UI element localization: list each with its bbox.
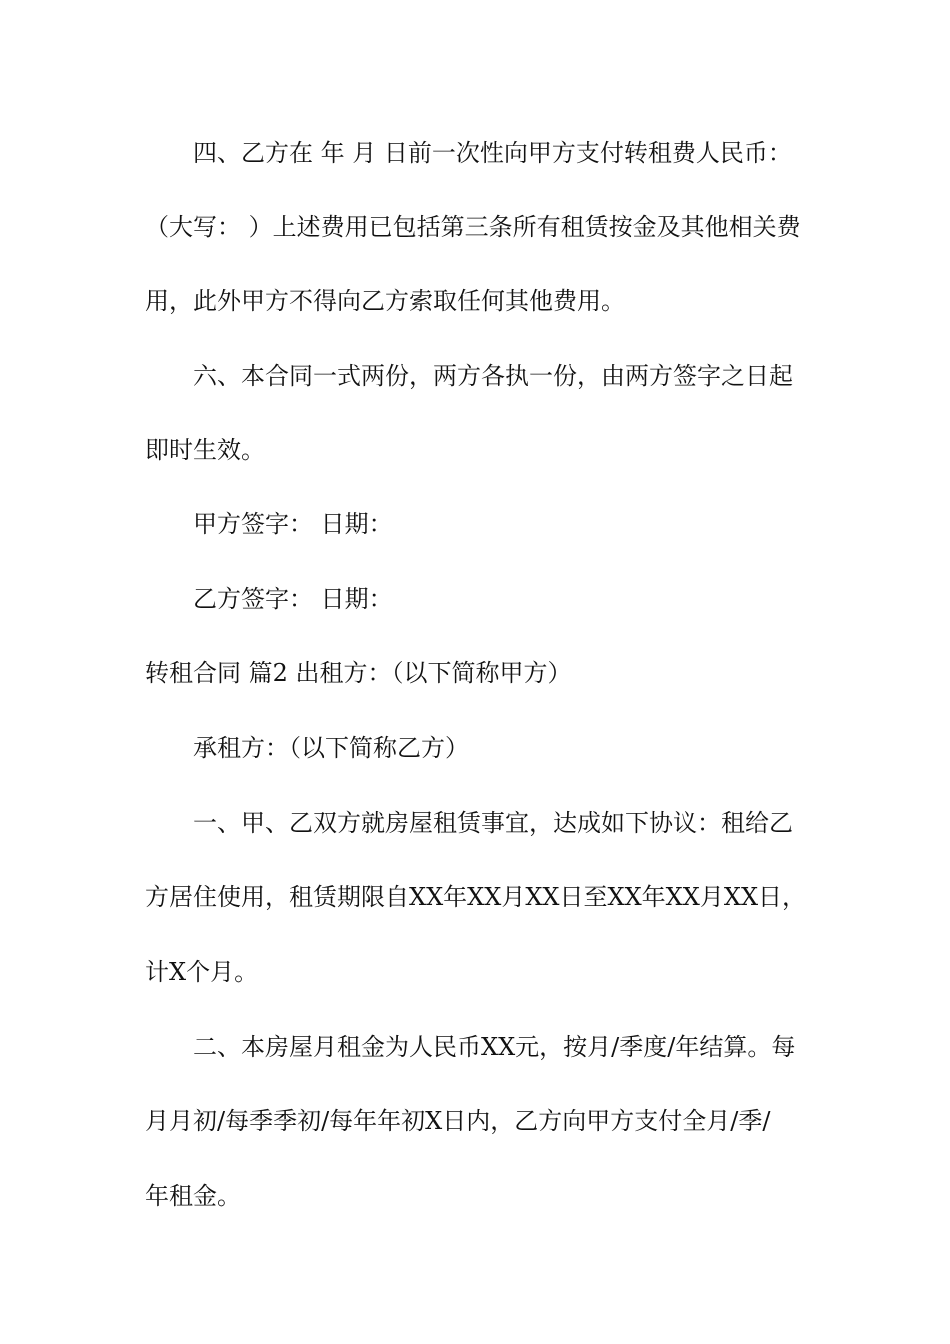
party-a-signature-line: 甲方签字： 日期：	[193, 510, 393, 538]
clause-1-line-3: 计X个月。	[145, 958, 259, 986]
contract-2-heading-line: 转租合同 篇2 出租方：（以下简称甲方）	[145, 659, 572, 687]
paragraph-6-line-2: 即时生效。	[145, 436, 265, 464]
clause-1-line-1: 一、甲、乙双方就房屋租赁事宜，达成如下协议：租给乙	[193, 809, 793, 837]
clause-2-line-1: 二、本房屋月租金为人民币XX元，按月/季度/年结算。每	[193, 1033, 796, 1061]
clause-2-line-3: 年租金。	[145, 1182, 241, 1210]
clause-1-line-2: 方居住使用，租赁期限自XX年XX月XX日至XX年XX月XX日，	[145, 883, 807, 911]
paragraph-4-line-2: （大写： ）上述费用已包括第三条所有租赁按金及其他相关费	[145, 213, 801, 241]
paragraph-4-line-1: 四、乙方在 年 月 日前一次性向甲方支付转租费人民币：	[193, 139, 792, 167]
paragraph-4-line-3: 用，此外甲方不得向乙方索取任何其他费用。	[145, 287, 625, 315]
paragraph-6-line-1: 六、本合同一式两份，两方各执一份，由两方签字之日起	[193, 362, 793, 390]
clause-2-line-2: 月月初/每季季初/每年年初X日内，乙方向甲方支付全月/季/	[145, 1107, 771, 1135]
party-b-signature-line: 乙方签字： 日期：	[193, 585, 393, 613]
lessee-line: 承租方：（以下简称乙方）	[193, 734, 469, 762]
